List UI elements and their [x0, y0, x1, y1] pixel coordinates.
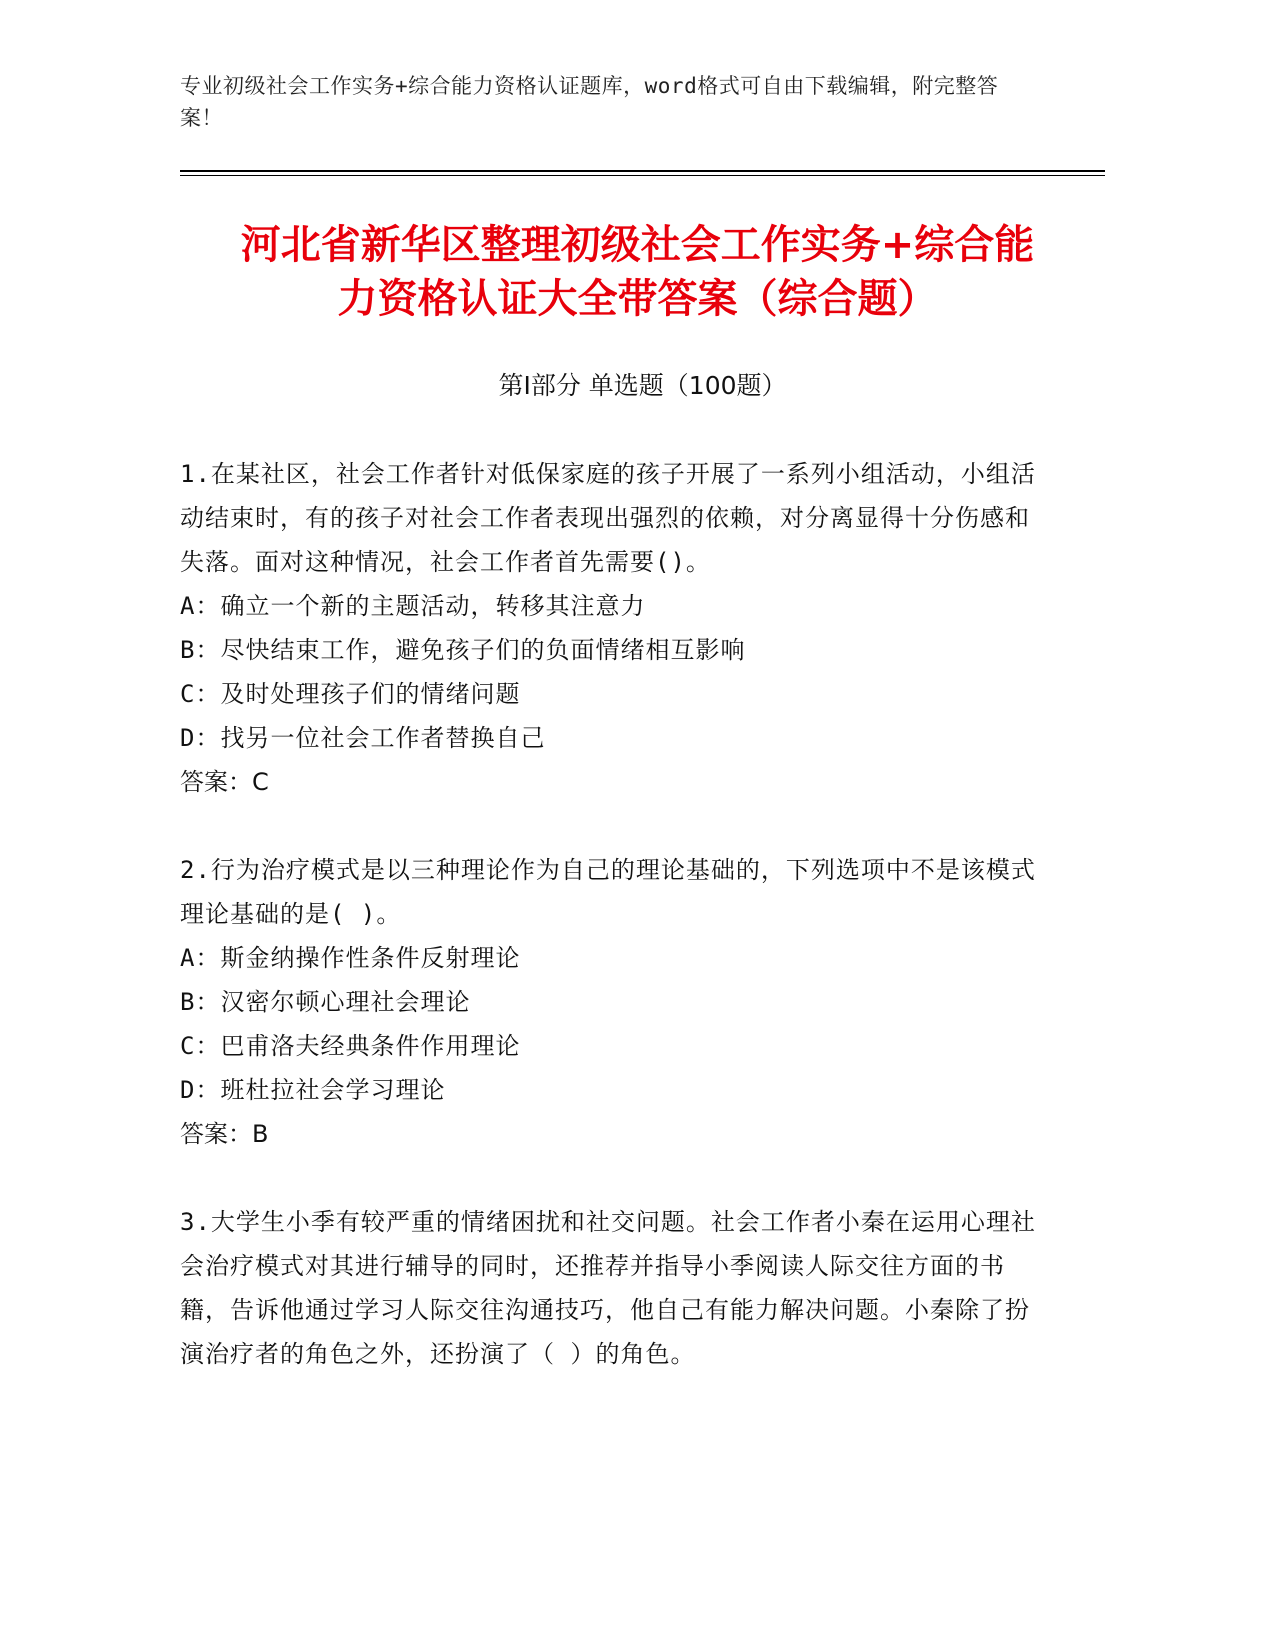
- option-c: C：及时处理孩子们的情绪问题: [180, 680, 521, 708]
- option-a: A：斯金纳操作性条件反射理论: [180, 944, 521, 972]
- section-title: 第Ⅰ部分 单选题（100题）: [498, 371, 787, 400]
- option-a: A：确立一个新的主题活动，转移其注意力: [180, 592, 646, 620]
- question-stem: 1.在某社区，社会工作者针对低保家庭的孩子开展了一系列小组活动，小组活动结束时，有的孩子对社会工作者表现出强烈的依赖，对分离显得十分伤感和失落。面对这种情况，社会工作者首先需要()。: [180, 460, 1036, 576]
- option-d: D：班杜拉社会学习理论: [180, 1076, 446, 1104]
- document-title-line-1: 河北省新华区整理初级社会工作实务+综合能: [240, 222, 1035, 268]
- header-rule-thick: [180, 170, 1105, 172]
- question-stem: 2.行为治疗模式是以三种理论作为自己的理论基础的，下列选项中不是该模式理论基础的是( )。: [180, 856, 1036, 928]
- answer: 答案：B: [180, 1120, 269, 1148]
- option-c: C：巴甫洛夫经典条件作用理论: [180, 1032, 521, 1060]
- question-3: [180, 1200, 1040, 1376]
- question-list: [180, 452, 1040, 1420]
- header-rule-thin: [180, 175, 1105, 176]
- question-1: [180, 452, 1040, 804]
- option-b: B：汉密尔顿心理社会理论: [180, 988, 471, 1016]
- question-stem: 3.大学生小季有较严重的情绪困扰和社交问题。社会工作者小秦在运用心理社会治疗模式对其进行辅导的同时，还推荐并指导小季阅读人际交往方面的书籍，告诉他通过学习人际交往沟通技巧，他自己有能力解决问题。小秦除了扮演治疗者的角色之外，还扮演了（ ）的角色。: [180, 1208, 1036, 1368]
- header-note: 专业初级社会工作实务+综合能力资格认证题库，word格式可自由下载编辑，附完整答案！: [180, 74, 999, 130]
- question-2: [180, 848, 1040, 1156]
- answer: 答案：C: [180, 768, 269, 796]
- option-d: D：找另一位社会工作者替换自己: [180, 724, 546, 752]
- document-title: [160, 218, 1115, 326]
- option-b: B：尽快结束工作，避免孩子们的负面情绪相互影响: [180, 636, 746, 664]
- document-title-line-2: 力资格认证大全带答案（综合题）: [337, 276, 938, 322]
